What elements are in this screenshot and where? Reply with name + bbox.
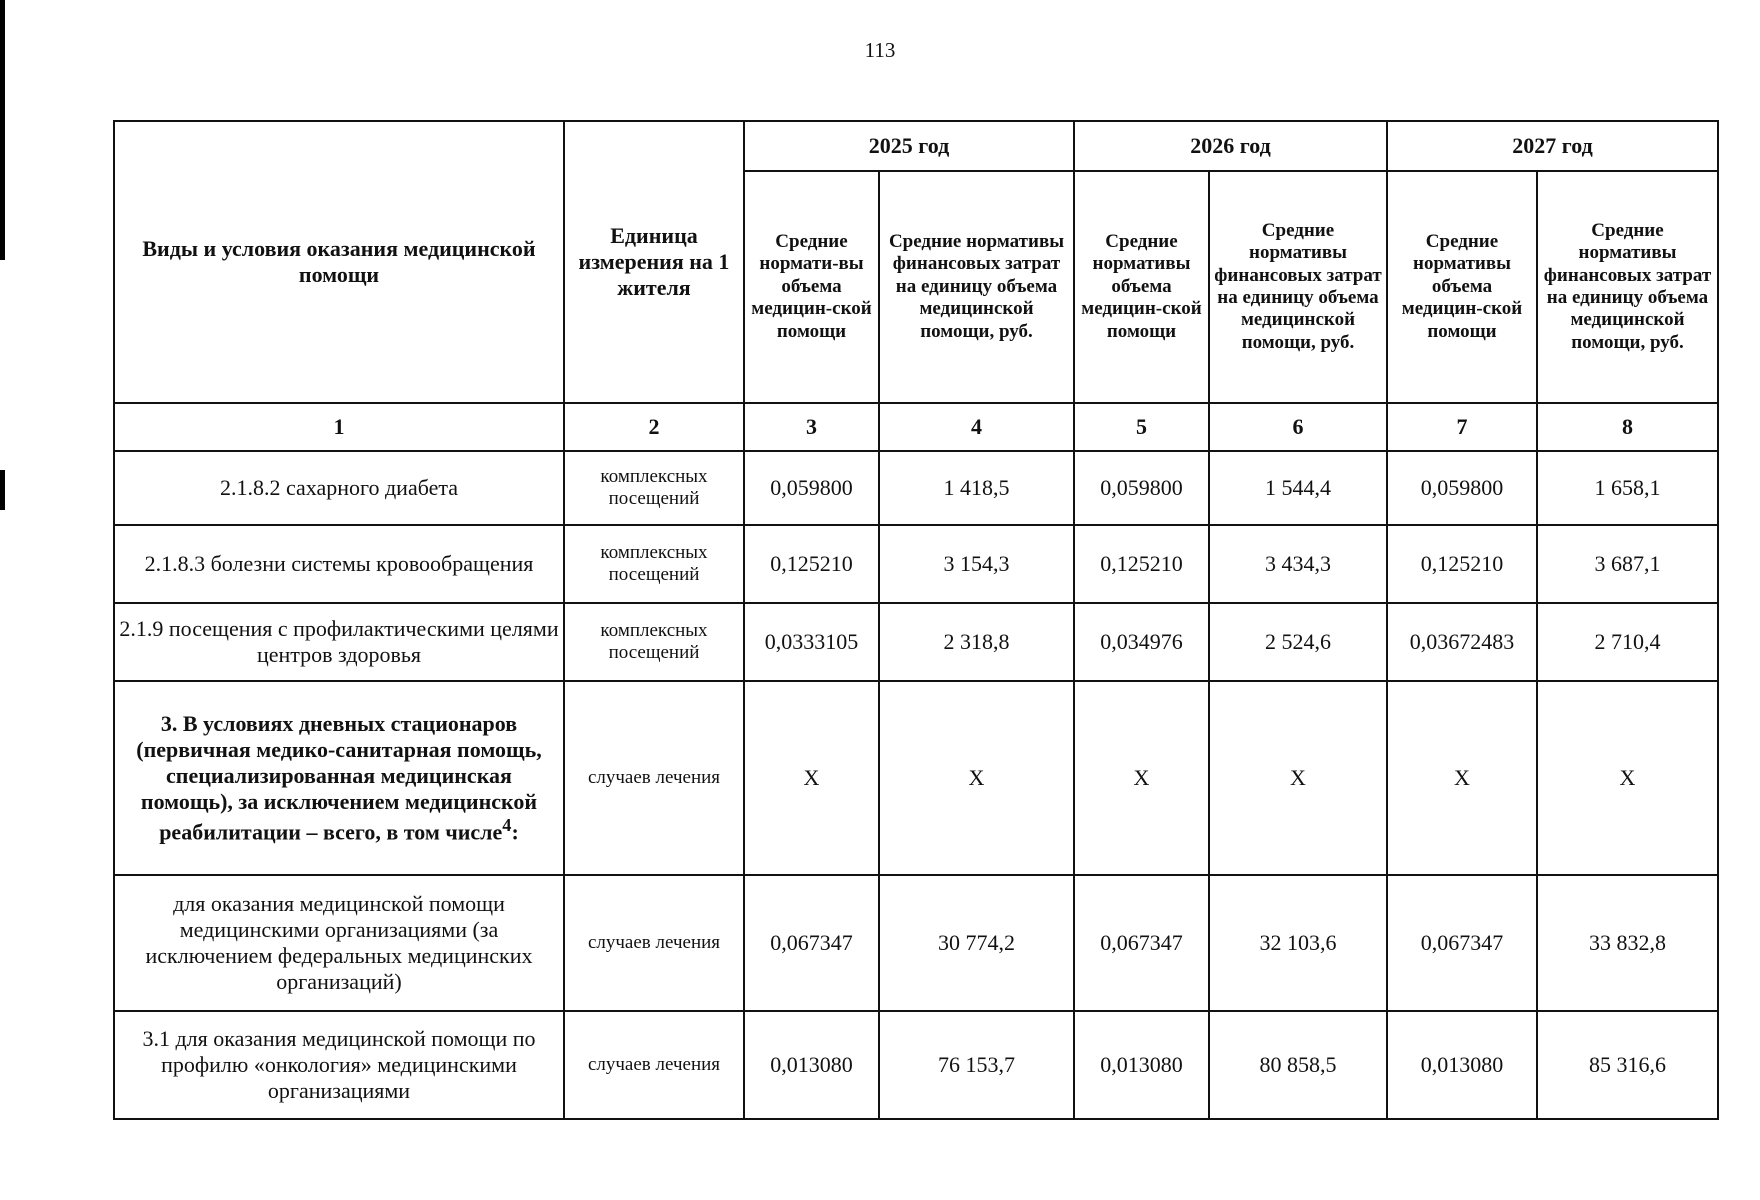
header-kinds-label: Виды и условия оказания медицинской помощи <box>142 236 536 287</box>
value-cell: 1 544,4 <box>1209 451 1387 525</box>
column-number: 3 <box>744 403 879 451</box>
value-cell: 0,067347 <box>1074 875 1209 1011</box>
value-cell: 0,125210 <box>1387 525 1537 603</box>
column-number: 8 <box>1537 403 1718 451</box>
value-cell: Х <box>1074 681 1209 875</box>
header-cost: Средние нормативы финансовых затрат на единицу объема медицинской помощи, руб. <box>1537 171 1718 403</box>
row-name: 2.1.8.3 болезни системы кровообращения <box>114 525 564 603</box>
value-cell: Х <box>744 681 879 875</box>
row-unit: случаев лечения <box>564 1011 744 1119</box>
value-cell: 30 774,2 <box>879 875 1074 1011</box>
table-row <box>114 603 1718 681</box>
table-row <box>114 451 1718 525</box>
table-row <box>114 875 1718 1011</box>
column-number: 4 <box>879 403 1074 451</box>
header-cost: Средние нормативы финансовых затрат на единицу объема медицинской помощи, руб. <box>879 171 1074 403</box>
header-year: 2026 год <box>1074 121 1387 171</box>
header-volume: Средние нормати-вы объема медицин-ской помощи <box>744 171 879 403</box>
column-number: 6 <box>1209 403 1387 451</box>
value-cell: 2 318,8 <box>879 603 1074 681</box>
table-row <box>114 1011 1718 1119</box>
header-volume: Средние нормативы объема медицин-ской помощи <box>1074 171 1209 403</box>
value-cell: 2 524,6 <box>1209 603 1387 681</box>
value-cell: 0,013080 <box>1074 1011 1209 1119</box>
value-cell: 1 418,5 <box>879 451 1074 525</box>
header-volume: Средние нормативы объема медицин-ской помощи <box>1387 171 1537 403</box>
value-cell: 85 316,6 <box>1537 1011 1718 1119</box>
value-cell: 32 103,6 <box>1209 875 1387 1011</box>
footnote-mark: 4 <box>502 814 512 835</box>
header-cost: Средние нормативы финансовых затрат на единицу объема медицинской помощи, руб. <box>1209 171 1387 403</box>
row-unit: комплексных посещений <box>564 525 744 603</box>
row-name-suffix: : <box>511 819 519 845</box>
value-cell: Х <box>1537 681 1718 875</box>
value-cell: 0,03672483 <box>1387 603 1537 681</box>
header-unit <box>564 121 744 403</box>
value-cell: 3 154,3 <box>879 525 1074 603</box>
value-cell: 0,059800 <box>744 451 879 525</box>
value-cell: 0,059800 <box>1074 451 1209 525</box>
value-cell: 2 710,4 <box>1537 603 1718 681</box>
value-cell: Х <box>879 681 1074 875</box>
value-cell: 76 153,7 <box>879 1011 1074 1119</box>
value-cell: Х <box>1209 681 1387 875</box>
value-cell: 33 832,8 <box>1537 875 1718 1011</box>
header-year: 2027 год <box>1387 121 1718 171</box>
header-unit-label: Единица измерения на 1 жителя <box>578 223 730 300</box>
value-cell: 0,034976 <box>1074 603 1209 681</box>
row-name: 2.1.8.2 сахарного диабета <box>114 451 564 525</box>
page-number: 113 <box>864 38 896 62</box>
value-cell: 0,067347 <box>744 875 879 1011</box>
header-kinds <box>114 121 564 403</box>
column-number: 1 <box>114 403 564 451</box>
row-name: 3.1 для оказания медицинской помощи по профилю «онкология» медицинскими организациями <box>114 1011 564 1119</box>
row-unit: случаев лечения <box>564 875 744 1011</box>
row-unit: комплексных посещений <box>564 603 744 681</box>
table-row <box>114 525 1718 603</box>
header-year-row <box>114 121 1718 171</box>
value-cell: 0,125210 <box>1074 525 1209 603</box>
value-cell: 0,125210 <box>744 525 879 603</box>
row-name: для оказания медицинской помощи медицинскими организациями (за исключением федеральных медицинских организаций) <box>114 875 564 1011</box>
header-year: 2025 год <box>744 121 1074 171</box>
row-name-text: 3. В условиях дневных стационаров (первичная медико-санитарная помощь, специализированная медицинская помощь), за исключением медицинской реабилитации – всего, в том числе <box>136 710 542 845</box>
table-row <box>114 681 1718 875</box>
column-number: 2 <box>564 403 744 451</box>
value-cell: 0,0333105 <box>744 603 879 681</box>
value-cell: 3 687,1 <box>1537 525 1718 603</box>
value-cell: 0,013080 <box>1387 1011 1537 1119</box>
row-unit: случаев лечения <box>564 681 744 875</box>
value-cell: 0,059800 <box>1387 451 1537 525</box>
column-number: 5 <box>1074 403 1209 451</box>
value-cell: 80 858,5 <box>1209 1011 1387 1119</box>
scan-edge-mark <box>0 470 5 510</box>
row-name <box>114 681 564 875</box>
value-cell: 3 434,3 <box>1209 525 1387 603</box>
value-cell: 0,013080 <box>744 1011 879 1119</box>
row-name: 2.1.9 посещения с профилактическими целями центров здоровья <box>114 603 564 681</box>
value-cell: Х <box>1387 681 1537 875</box>
row-unit: комплексных посещений <box>564 451 744 525</box>
value-cell: 1 658,1 <box>1537 451 1718 525</box>
norms-table <box>113 120 1719 1120</box>
value-cell: 0,067347 <box>1387 875 1537 1011</box>
column-number-row <box>114 403 1718 451</box>
column-number: 7 <box>1387 403 1537 451</box>
